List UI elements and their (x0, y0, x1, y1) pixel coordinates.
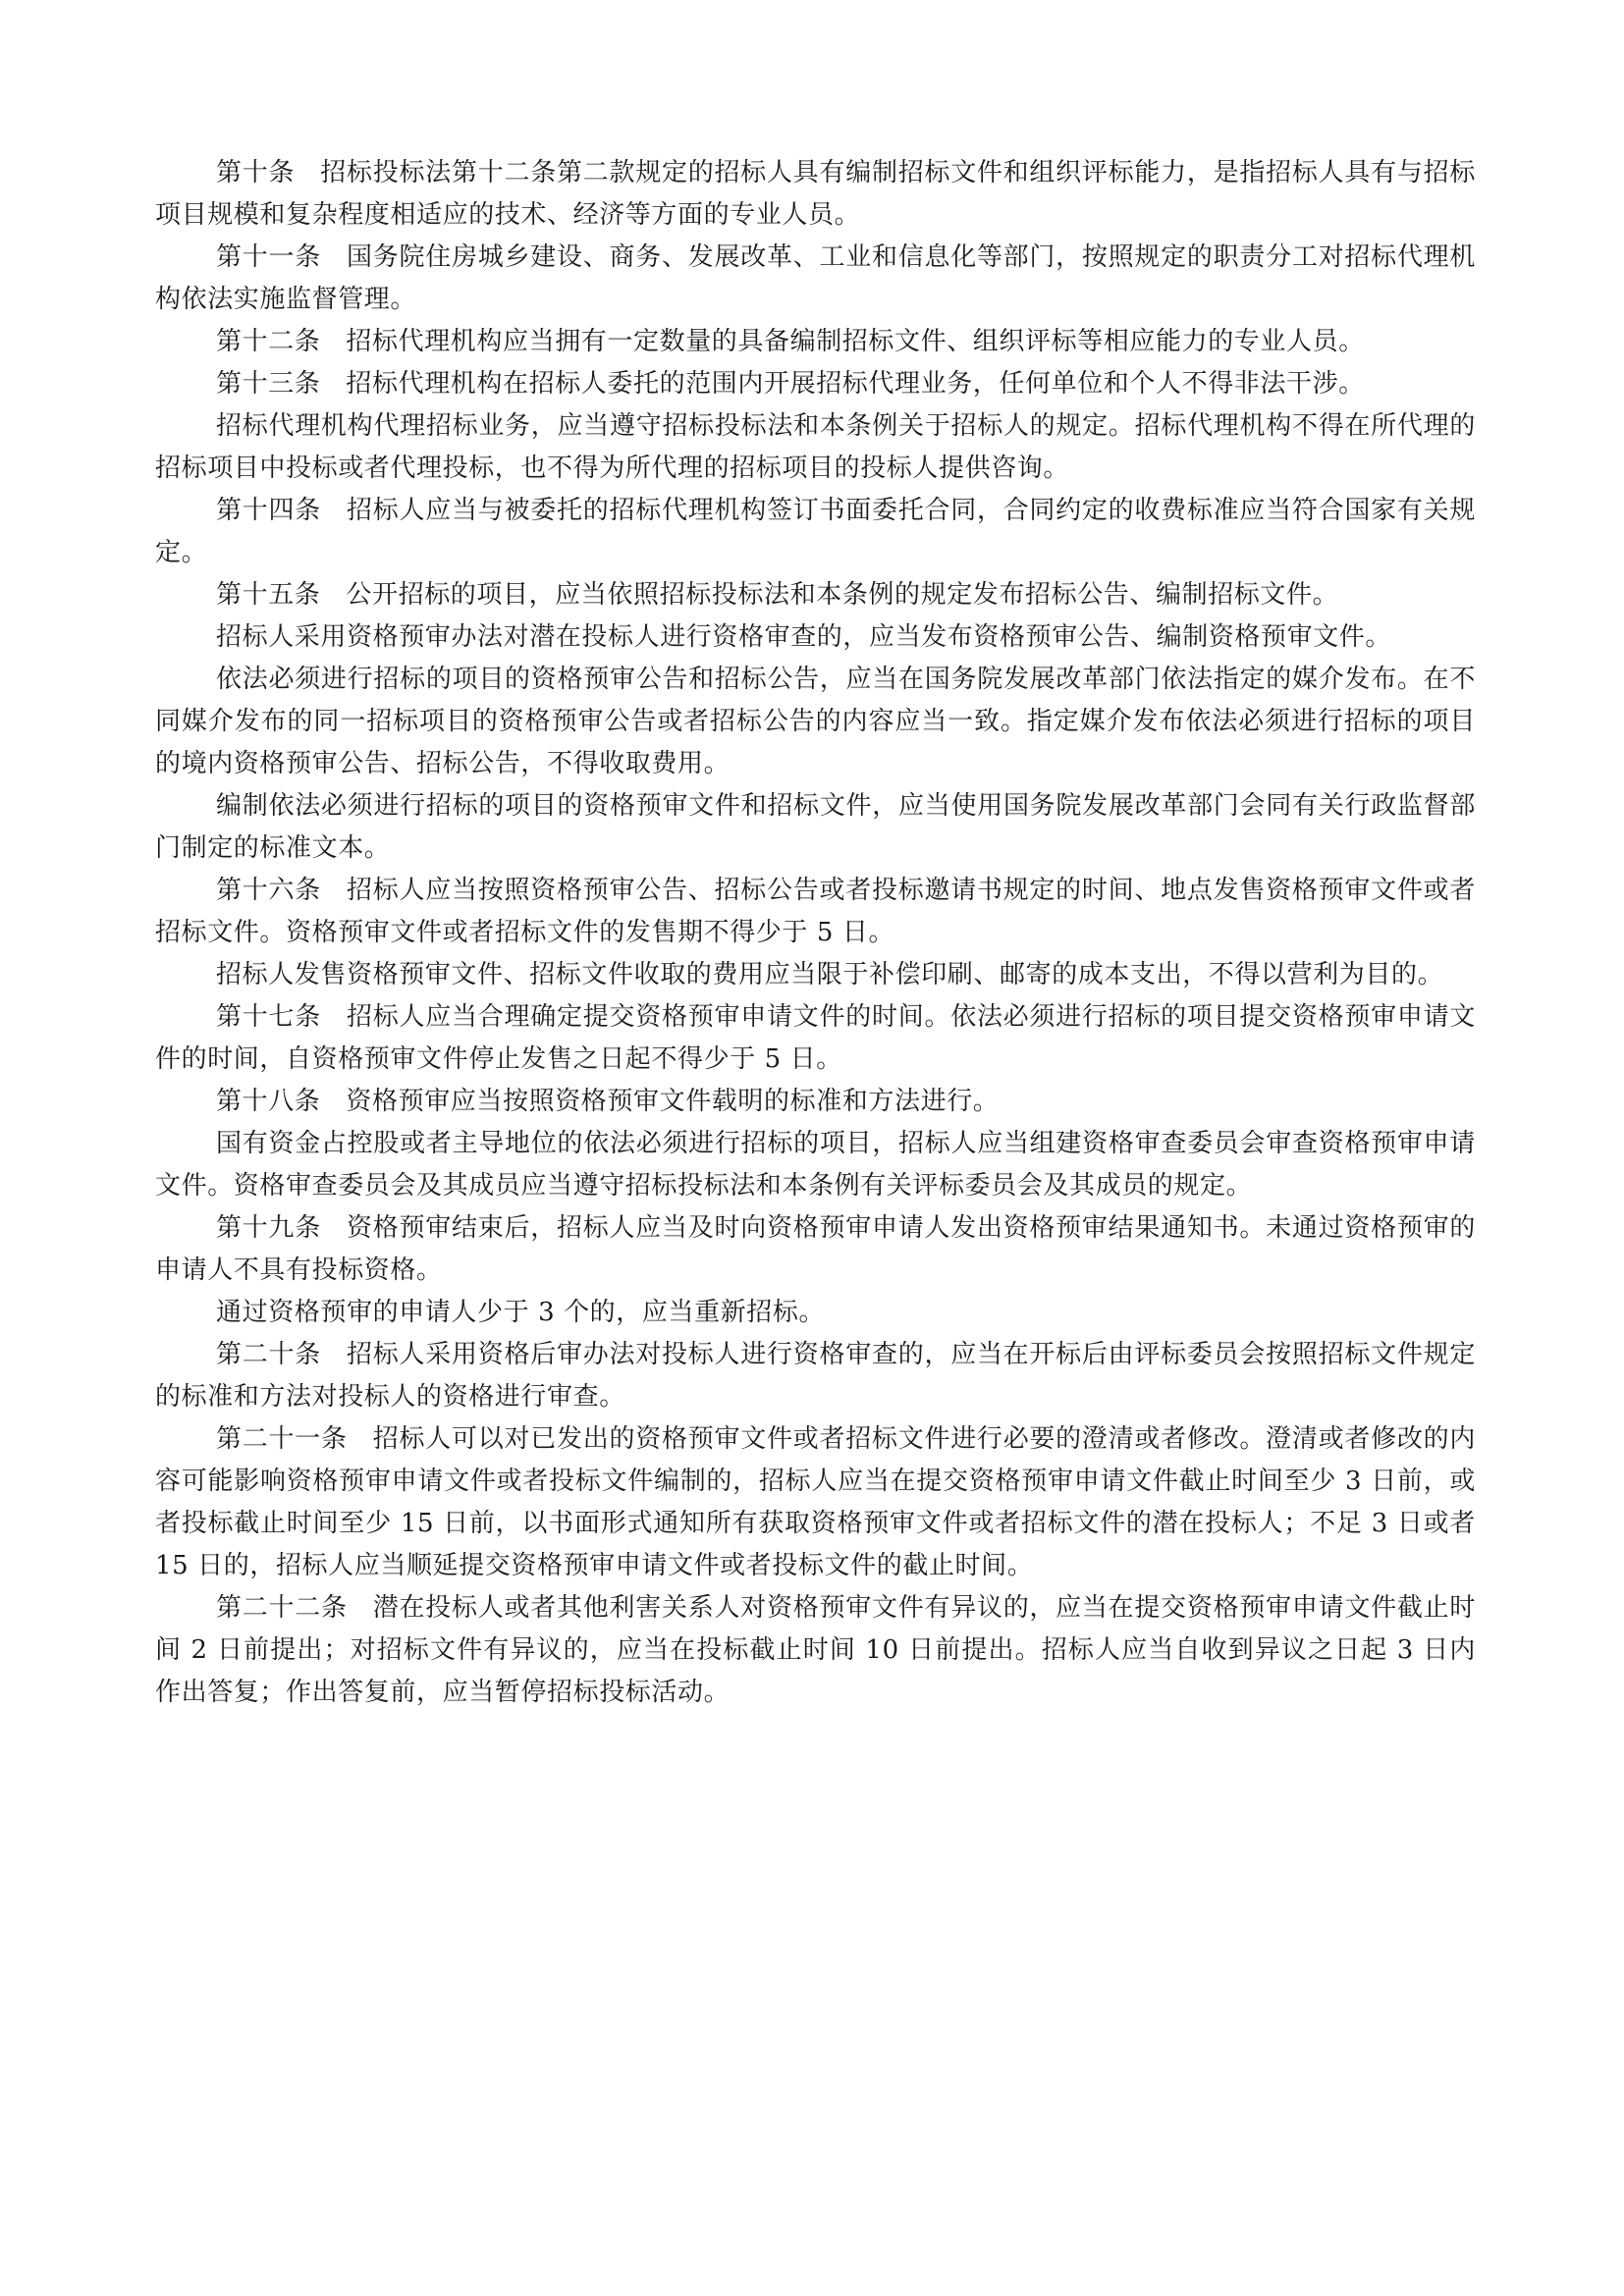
article-text: 招标人应当按照资格预审公告、招标公告或者投标邀请书规定的时间、地点发售资格预审文件或者招标文件。资格预审文件或者招标文件的发售期不得少于 5 日。 (155, 876, 1476, 947)
article-paragraph (155, 1207, 1476, 1292)
article-text: 招标代理机构在招标人委托的范围内开展招标代理业务，任何单位和个人不得非法干涉。 (346, 369, 1365, 399)
paragraph-text: 国有资金占控股或者主导地位的依法必须进行招标的项目，招标人应当组建资格审查委员会审查资格预审申请文件。资格审查委员会及其成员应当遵守招标投标法和本条例有关评标委员会及其成员的规定。 (155, 1129, 1476, 1201)
article-text: 招标投标法第十二条第二款规定的招标人具有编制招标文件和组织评标能力，是指招标人具有与招标项目规模和复杂程度相适应的技术、经济等方面的专业人员。 (155, 158, 1476, 230)
article-paragraph (155, 574, 1476, 616)
article-number: 第十条 (216, 158, 296, 187)
article-number: 第十三条 (216, 369, 321, 399)
article-paragraph (155, 1081, 1476, 1123)
article-text: 资格预审结束后，招标人应当及时向资格预审申请人发出资格预审结果通知书。未通过资格预审的申请人不具有投标资格。 (155, 1213, 1476, 1285)
article-number: 第十八条 (216, 1087, 321, 1116)
continuation-paragraph (155, 785, 1476, 870)
article-text: 招标人应当与被委托的招标代理机构签订书面委托合同，合同约定的收费标准应当符合国家有关规定。 (155, 496, 1476, 567)
article-paragraph (155, 870, 1476, 954)
paragraph-text: 依法必须进行招标的项目的资格预审公告和招标公告，应当在国务院发展改革部门依法指定的媒介发布。在不同媒介发布的同一招标项目的资格预审公告或者招标公告的内容应当一致。指定媒介发布依法必须进行招标的项目的境内资格预审公告、招标公告，不得收取费用。 (155, 665, 1476, 778)
continuation-paragraph (155, 616, 1476, 659)
article-paragraph (155, 321, 1476, 363)
article-number: 第十五条 (216, 580, 321, 610)
article-paragraph (155, 1587, 1476, 1714)
article-number: 第二十条 (216, 1340, 321, 1369)
article-text: 公开招标的项目，应当依照招标投标法和本条例的规定发布招标公告、编制招标文件。 (346, 580, 1339, 610)
article-text: 招标人应当合理确定提交资格预审申请文件的时间。依法必须进行招标的项目提交资格预审申请文件的时间，自资格预审文件停止发售之日起不得少于 5 日。 (155, 1002, 1476, 1074)
article-paragraph (155, 363, 1476, 405)
article-number: 第十一条 (216, 242, 321, 272)
article-number: 第十六条 (216, 876, 321, 905)
paragraph-text: 编制依法必须进行招标的项目的资格预审文件和招标文件，应当使用国务院发展改革部门会同有关行政监督部门制定的标准文本。 (155, 791, 1476, 863)
article-text: 资格预审应当按照资格预审文件载明的标准和方法进行。 (346, 1087, 1000, 1116)
continuation-paragraph (155, 954, 1476, 996)
continuation-paragraph (155, 405, 1476, 490)
article-number: 第二十二条 (216, 1593, 348, 1623)
article-text: 招标人可以对已发出的资格预审文件或者招标文件进行必要的澄清或者修改。澄清或者修改的内容可能影响资格预审申请文件或者投标文件编制的，招标人应当在提交资格预审申请文件截止时间至少 3 日前，或者投标截止时间至少 15 日前，以书面形式通知所有获取资格预审文件或者招标文件的潜在投标人；不足 3 日或者 15 日的，招标人应当顺延提交资格预审申请文件或者投标文件的截止时间。 (155, 1424, 1476, 1580)
continuation-paragraph (155, 659, 1476, 785)
document-body (155, 152, 1476, 1714)
article-number: 第十七条 (216, 1002, 321, 1032)
article-paragraph (155, 996, 1476, 1081)
paragraph-text: 招标人发售资格预审文件、招标文件收取的费用应当限于补偿印刷、邮寄的成本支出，不得以营利为目的。 (216, 960, 1444, 989)
paragraph-text: 招标代理机构代理招标业务，应当遵守招标投标法和本条例关于招标人的规定。招标代理机构不得在所代理的招标项目中投标或者代理投标，也不得为所代理的招标项目的投标人提供咨询。 (155, 411, 1476, 483)
article-paragraph (155, 237, 1476, 321)
article-text: 潜在投标人或者其他利害关系人对资格预审文件有异议的，应当在提交资格预审申请文件截止时间 2 日前提出；对招标文件有异议的，应当在投标截止时间 10 日前提出。招标人应当自收到异议之日起 3 日内作出答复；作出答复前，应当暂停招标投标活动。 (155, 1593, 1476, 1707)
paragraph-text: 招标人采用资格预审办法对潜在投标人进行资格审查的，应当发布资格预审公告、编制资格预审文件。 (216, 622, 1392, 652)
article-paragraph (155, 490, 1476, 574)
continuation-paragraph (155, 1123, 1476, 1207)
article-number: 第十二条 (216, 327, 321, 356)
article-paragraph (155, 1334, 1476, 1418)
article-paragraph (155, 1418, 1476, 1587)
article-number: 第十九条 (216, 1213, 321, 1243)
article-text: 招标人采用资格后审办法对投标人进行资格审查的，应当在开标后由评标委员会按照招标文件规定的标准和方法对投标人的资格进行审查。 (155, 1340, 1476, 1412)
article-text: 招标代理机构应当拥有一定数量的具备编制招标文件、组织评标等相应能力的专业人员。 (346, 327, 1365, 356)
article-number: 第十四条 (216, 496, 321, 525)
article-number: 第二十一条 (216, 1424, 348, 1454)
article-paragraph (155, 152, 1476, 237)
continuation-paragraph (155, 1292, 1476, 1334)
paragraph-text: 通过资格预审的申请人少于 3 个的，应当重新招标。 (216, 1298, 826, 1327)
article-text: 国务院住房城乡建设、商务、发展改革、工业和信息化等部门，按照规定的职责分工对招标代理机构依法实施监督管理。 (155, 242, 1476, 314)
